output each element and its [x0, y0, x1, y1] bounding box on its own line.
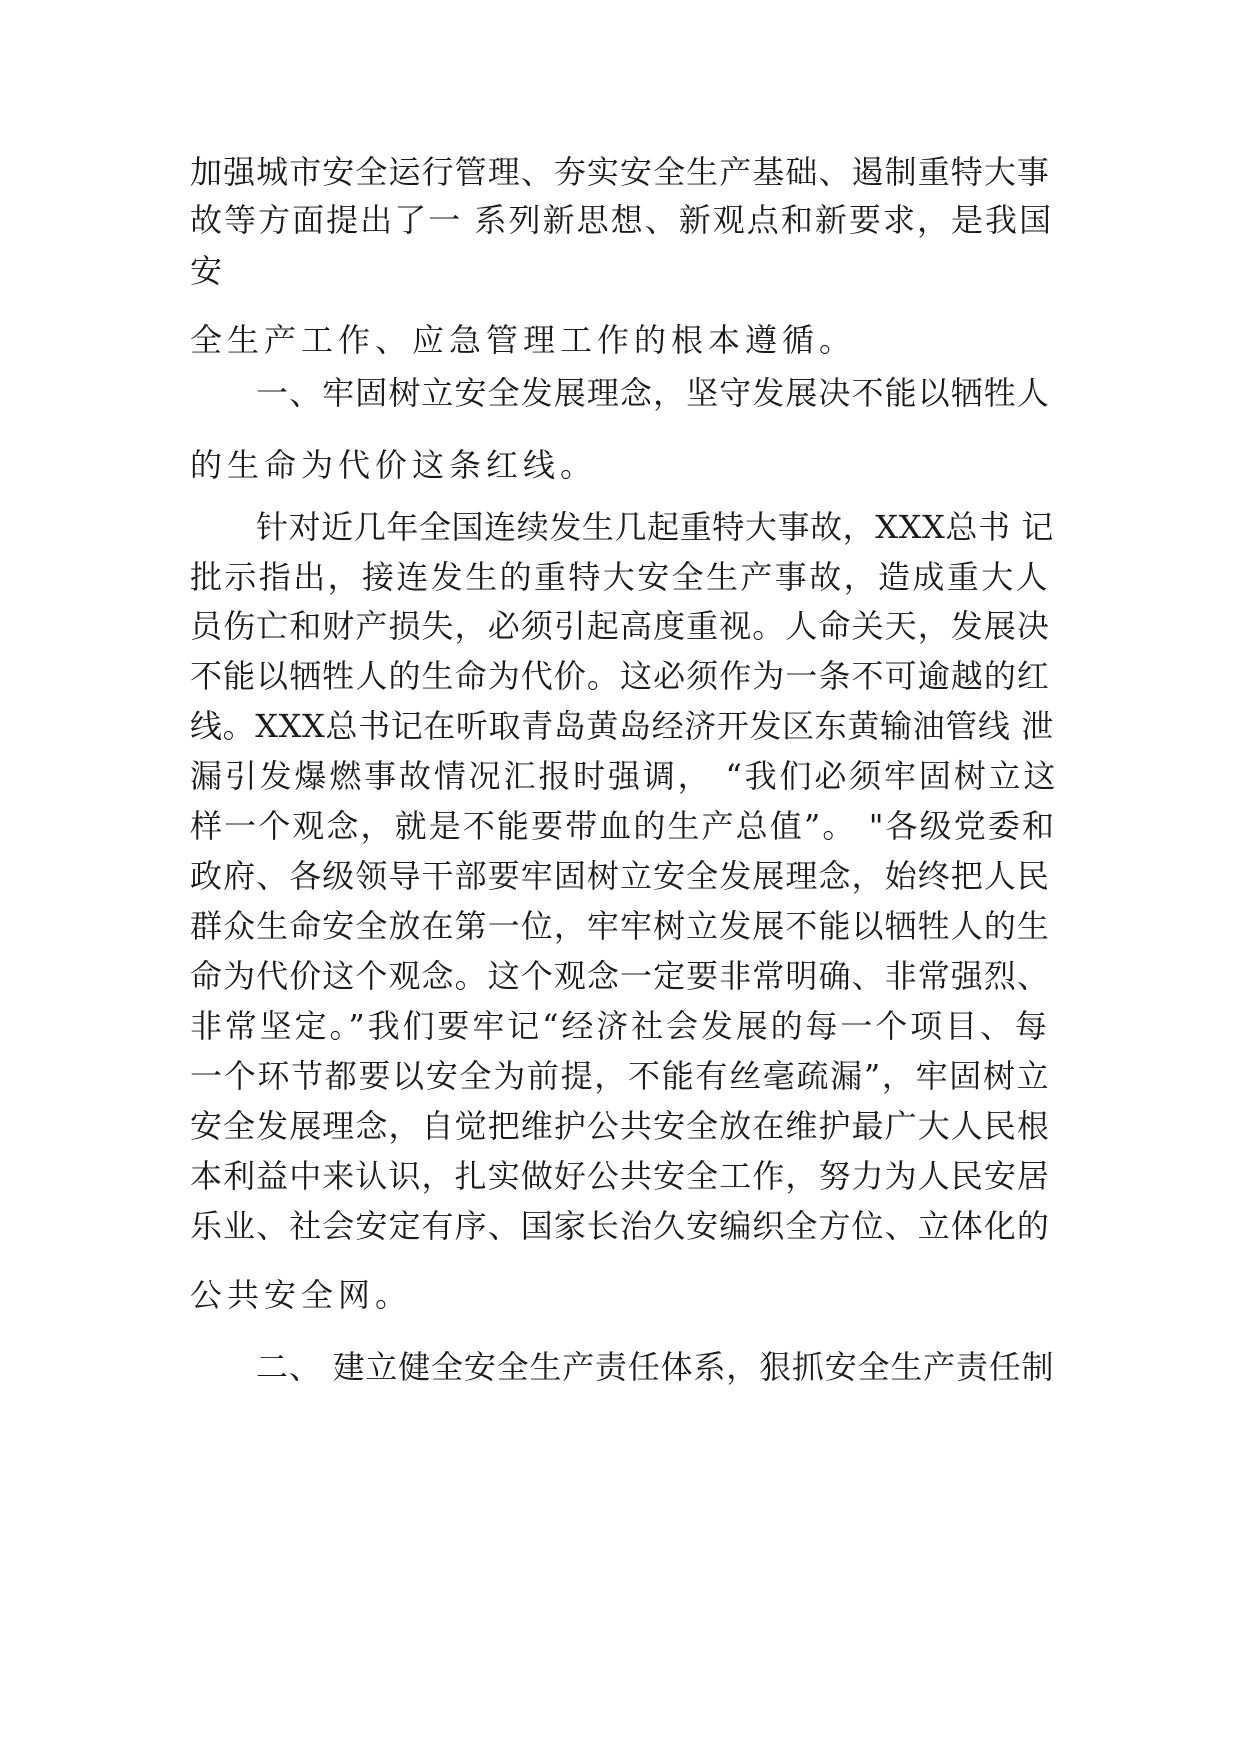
- paragraph-start: 针对近几年全国连续发生几起重特大事故，XXX总书 记: [256, 508, 1054, 546]
- text-line-4: 全生产工作、应急管理工作的根本遵循。: [190, 321, 857, 359]
- text-line-1: 加强城市安全运行管理、夯实安全生产基础、遏制重特大事: [190, 153, 1051, 191]
- text-line-3: 安: [190, 252, 228, 290]
- text-line-22: 公共安全网。: [190, 1276, 413, 1314]
- text-line-15: 群众生命安全放在第一位，牢牢树立发展不能以牺牲人的生: [190, 907, 1051, 945]
- text-line-10: 不能以牺牲人的生命为代价。这必须作为一条不可逾越的红: [190, 657, 1051, 695]
- text-line-19: 安全发展理念，自觉把维护公共安全放在维护最广大人民根: [190, 1107, 1051, 1145]
- text-line-14: 政府、各级领导干部要牢固树立安全发展理念，始终把人民: [190, 857, 1051, 895]
- section-heading-2: 二、 建立健全安全生产责任体系，狠抓安全生产责任制: [256, 1348, 1055, 1386]
- text-line-11: 线。XXX总书记在听取青岛黄岛经济开发区东黄输油管线 泄: [190, 707, 1054, 745]
- text-line-13: 样一个观念，就是不能要带血的生产总值”。 "各级党委和: [190, 807, 1057, 845]
- text-line-9: 员伤亡和财产损失，必须引起高度重视。人命关天，发展决: [190, 607, 1051, 645]
- text-line-20: 本利益中来认识，扎实做好公共安全工作，努力为人民安居: [190, 1157, 1051, 1195]
- section-heading-1: 一、牢固树立安全发展理念，坚守发展决不能以牺牲人: [256, 374, 1051, 412]
- text-line-12: 漏引发爆燃事故情况汇报时强调， “我们必须牢固树立这: [190, 757, 1059, 795]
- text-line-8: 批示指出，接连发生的重特大安全生产事故，造成重大人: [190, 558, 1051, 596]
- text-line-18: 一个环节都要以安全为前提，不能有丝毫疏漏”，牢固树立: [190, 1057, 1051, 1095]
- text-line-6: 的生命为代价这条红线。: [190, 446, 598, 484]
- text-line-16: 命为代价这个观念。这个观念一定要非常明确、非常强烈、: [190, 957, 1051, 995]
- text-line-21: 乐业、社会安定有序、国家长治久安编织全方位、立体化的: [190, 1207, 1051, 1245]
- text-line-2: 故等方面提出了一 系列新思想、新观点和新要求，是我国: [190, 201, 1054, 239]
- text-line-17: 非常坚定。”我们要牢记“经济社会发展的每一个项目、每: [190, 1007, 1050, 1045]
